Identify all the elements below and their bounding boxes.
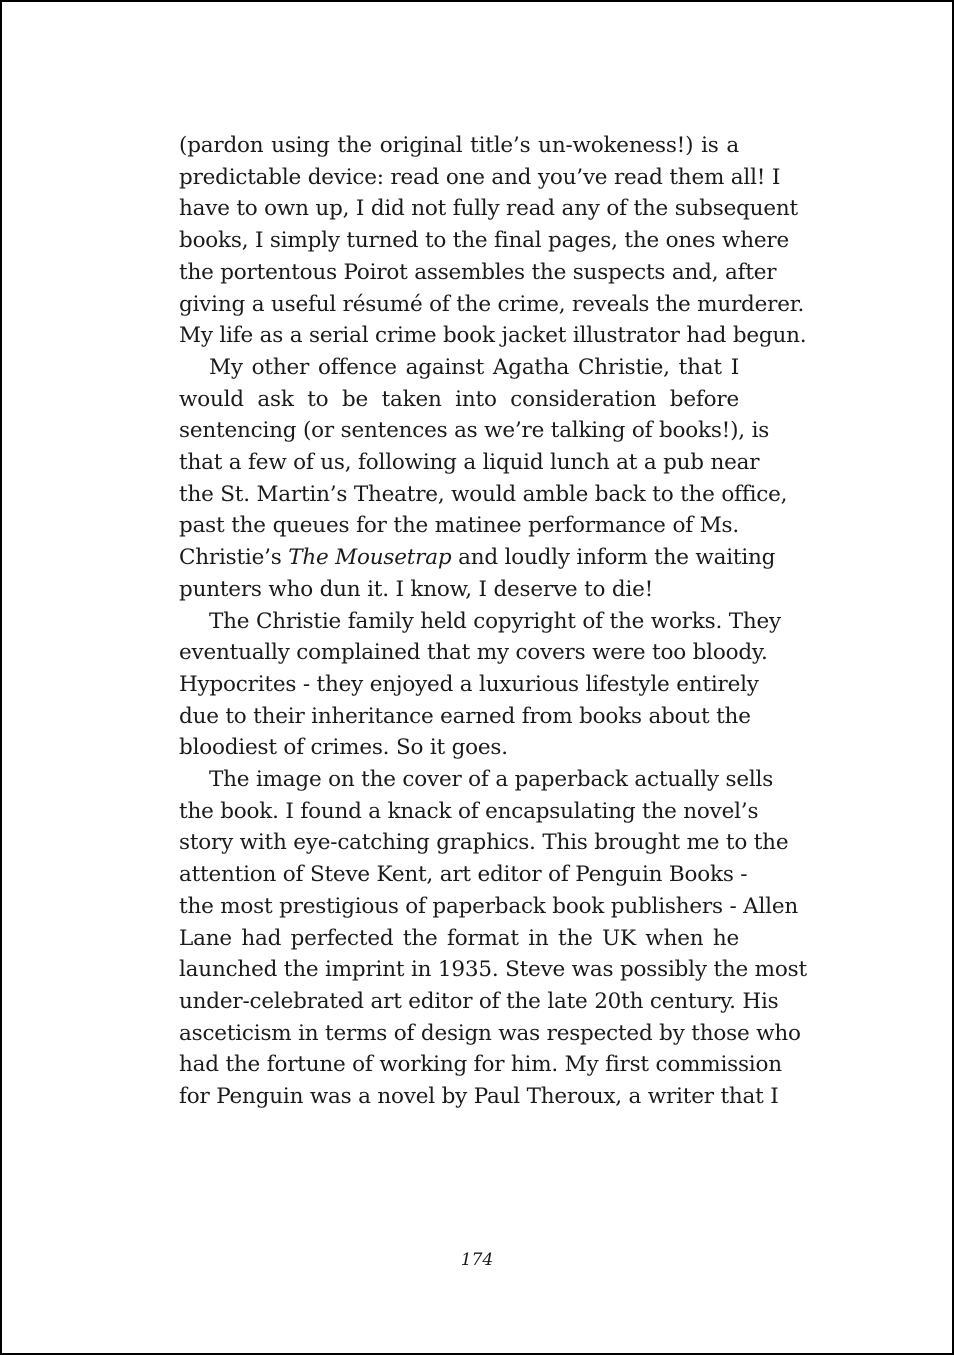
text-line: the book. I found a knack of encapsulating the novel’s — [179, 798, 759, 824]
paragraph — [179, 764, 807, 1113]
text-line: (pardon using the original title’s un-wokeness!) is a — [179, 133, 739, 158]
text-line: giving a useful résumé of the crime, reveals the murderer. — [179, 291, 805, 317]
paragraph — [179, 606, 781, 765]
text-line: the most prestigious of paperback book publishers - Allen — [179, 893, 798, 919]
paragraph — [179, 352, 788, 606]
text-line: Christie’s The Mousetrap and loudly inform the waiting — [179, 545, 776, 571]
text-line: due to their inheritance earned from books about the — [179, 703, 751, 729]
book-title: The Mousetrap — [288, 545, 452, 571]
text-line: asceticism in terms of design was respected by those who — [179, 1020, 801, 1046]
text-line: books, I simply turned to the final pages, the ones where — [179, 228, 790, 254]
text-line: for Penguin was a novel by Paul Theroux, a writer that I — [179, 1084, 779, 1110]
text-line: the portentous Poirot assembles the suspects and, after — [179, 259, 777, 285]
text-line: had the fortune of working for him. My first commission — [179, 1052, 782, 1078]
text-line: the St. Martin’s Theatre, would amble back to the office, — [179, 481, 788, 507]
text-line: past the queues for the matinee performance of Ms. — [179, 513, 739, 539]
text-line: My life as a serial crime book jacket illustrator had begun. — [179, 323, 807, 349]
text-line: story with eye-catching graphics. This brought me to the — [179, 830, 789, 856]
text-line: have to own up, I did not fully read any of the subsequent — [179, 196, 798, 222]
text-line: launched the imprint in 1935. Steve was possibly the most — [179, 957, 807, 983]
text-line: Lane had perfected the format in the UK when he — [179, 925, 739, 951]
paragraph — [179, 130, 807, 352]
text-line: that a few of us, following a liquid lunch at a pub near — [179, 450, 760, 476]
text-line: punters who dun it. I know, I deserve to die! — [179, 576, 654, 602]
text-line: would ask to be taken into consideration before — [179, 386, 739, 412]
body-text — [179, 130, 807, 1113]
text-line: predictable device: read one and you’ve read them all! I — [179, 164, 781, 190]
text-line: Hypocrites - they enjoyed a luxurious lifestyle entirely — [179, 671, 759, 697]
text-line: My other offence against Agatha Christie, that I — [209, 354, 739, 380]
text-line: bloodiest of crimes. So it goes. — [179, 735, 508, 761]
page-number: 174 — [460, 1250, 494, 1270]
text-line: The Christie family held copyright of the works. They — [209, 608, 781, 634]
text-line: eventually complained that my covers were too bloody. — [179, 640, 768, 666]
text-line: sentencing (or sentences as we’re talking of books!), is — [179, 418, 770, 444]
text-line: under-celebrated art editor of the late 20th century. His — [179, 988, 779, 1014]
text-line: attention of Steve Kent, art editor of Penguin Books - — [179, 862, 748, 888]
text-line: The image on the cover of a paperback actually sells — [209, 767, 774, 793]
